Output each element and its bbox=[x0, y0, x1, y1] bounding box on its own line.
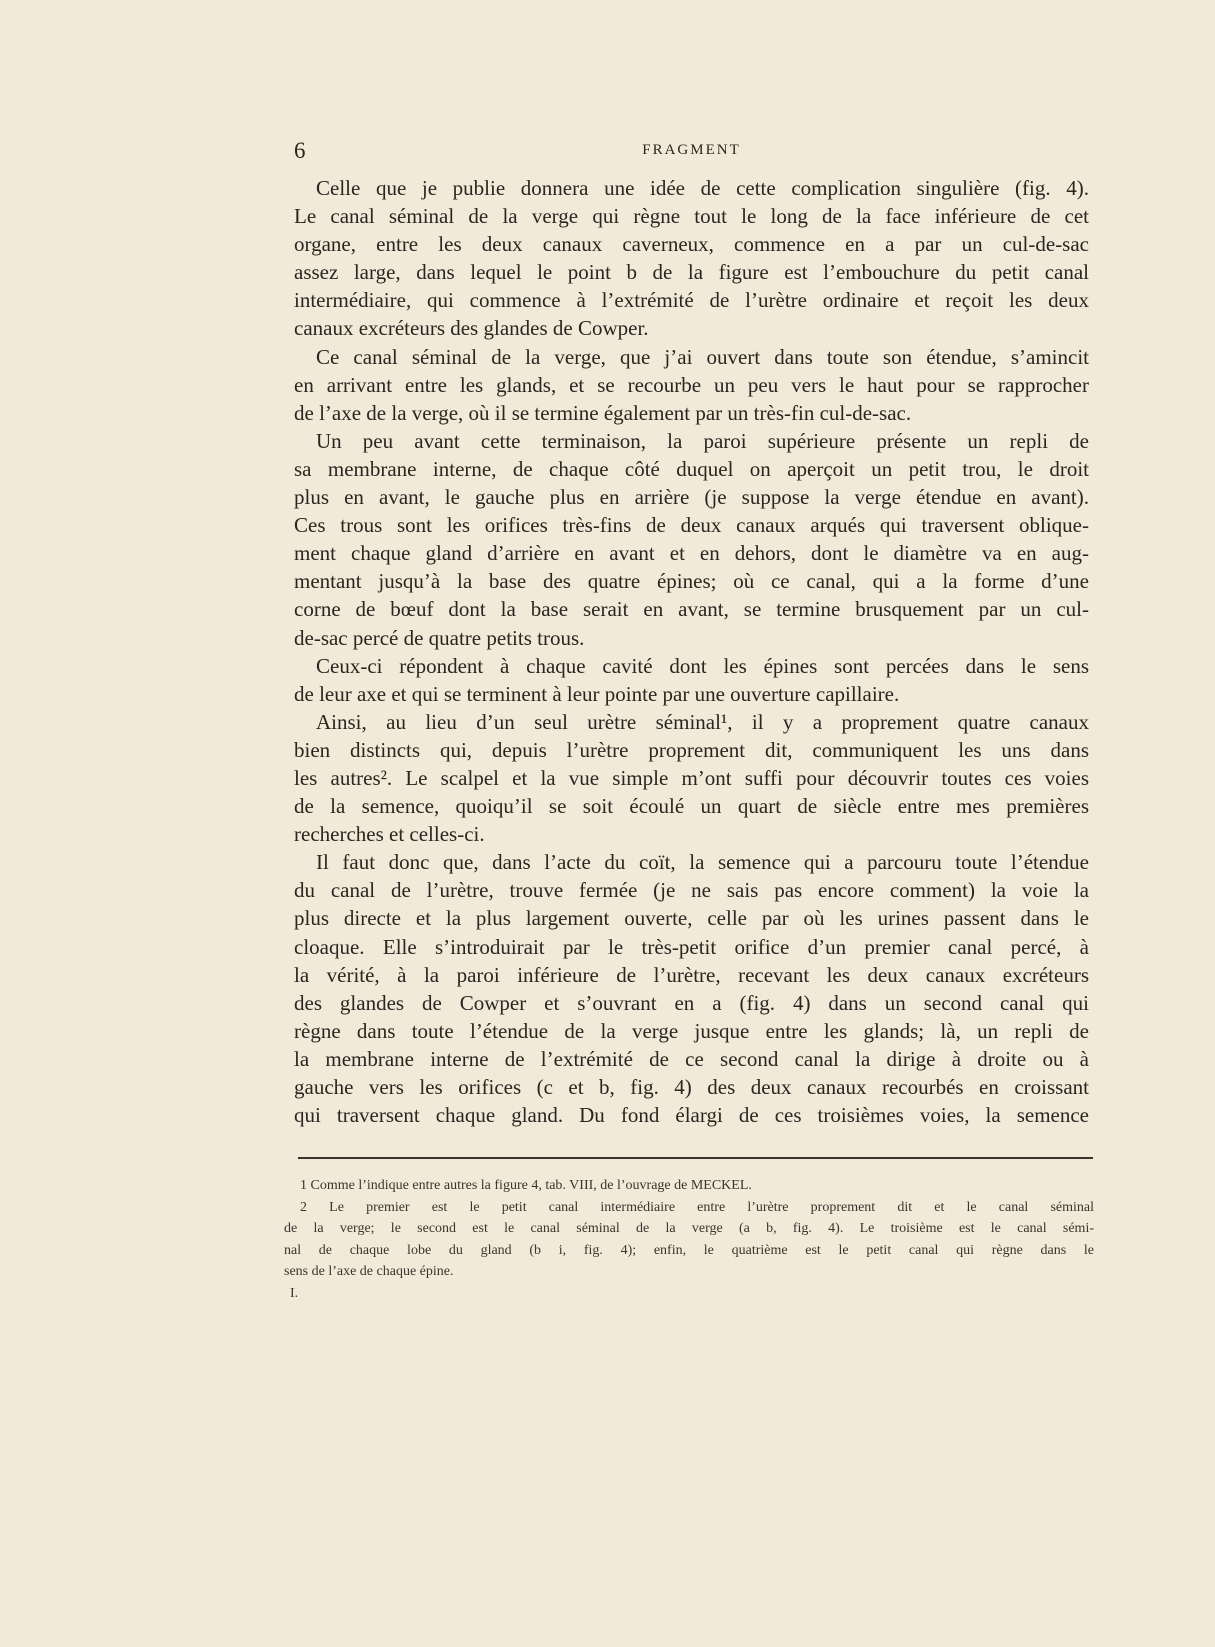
body-line: assez large, dans lequel le point b de la figure est l’embouchure du petit canal bbox=[294, 260, 1089, 285]
body-line: intermédiaire, qui commence à l’extrémité de l’urètre ordinaire et reçoit les deux bbox=[294, 288, 1089, 313]
running-title: FRAGMENT bbox=[642, 142, 741, 158]
body-line: mentant jusqu’à la base des quatre épines; où ce canal, qui a la forme d’une bbox=[294, 569, 1089, 594]
body-line: organe, entre les deux canaux caverneux, commence en a par un cul-de-sac bbox=[294, 232, 1089, 257]
page-header bbox=[294, 138, 1089, 168]
footnote-line: 1 Comme l’indique entre autres la figure 4, tab. VIII, de l’ouvrage de MECKEL. bbox=[300, 1178, 752, 1193]
body-line: qui traversent chaque gland. Du fond élargi de ces troisièmes voies, la semence bbox=[294, 1103, 1089, 1128]
body-line: Un peu avant cette terminaison, la paroi supérieure présente un repli de bbox=[316, 428, 1089, 453]
body-line: Ceux-ci répondent à chaque cavité dont les épines sont percées dans le sens bbox=[316, 653, 1089, 678]
body-line: plus en avant, le gauche plus en arrière (je suppose la verge étendue en avant). bbox=[294, 485, 1089, 510]
body-line: canaux excréteurs des glandes de Cowper. bbox=[294, 316, 649, 341]
body-line: Il faut donc que, dans l’acte du coït, la semence qui a parcouru toute l’étendue bbox=[316, 850, 1089, 875]
body-line: de leur axe et qui se terminent à leur pointe par une ouverture capillaire. bbox=[294, 681, 900, 706]
body-line: recherches et celles-ci. bbox=[294, 822, 485, 847]
body-line: les autres². Le scalpel et la vue simple m’ont suffi pour découvrir toutes ces voies bbox=[294, 765, 1089, 790]
body-line: du canal de l’urètre, trouve fermée (je ne sais pas encore comment) la voie la bbox=[294, 878, 1089, 903]
footnote-line: de la verge; le second est le canal séminal de la verge (a b, fig. 4). Le troisième est le canal sémi- bbox=[284, 1221, 1094, 1236]
footnote-line: sens de l’axe de chaque épine. bbox=[284, 1264, 454, 1279]
body-line: plus directe et la plus largement ouverte, celle par où les urines passent dans le bbox=[294, 906, 1089, 931]
body-line: Ces trous sont les orifices très-fins de deux canaux arqués qui traversent oblique- bbox=[294, 513, 1089, 538]
body-text bbox=[294, 174, 1089, 1129]
body-line: corne de bœuf dont la base serait en avant, se termine brusquement par un cul- bbox=[294, 597, 1089, 622]
footnotes bbox=[284, 1175, 1094, 1304]
body-line: la membrane interne de l’extrémité de ce second canal la dirige à droite ou à bbox=[294, 1046, 1089, 1071]
footnote-line: 2 Le premier est le petit canal intermédiaire entre l’urètre proprement dit et le canal séminal bbox=[300, 1199, 1094, 1215]
footnote-divider bbox=[298, 1157, 1093, 1159]
body-line: Ce canal séminal de la verge, que j’ai ouvert dans toute son étendue, s’amincit bbox=[316, 344, 1089, 369]
body-line: en arrivant entre les glands, et se recourbe un peu vers le haut pour se rapprocher bbox=[294, 372, 1089, 397]
body-line: de la semence, quoiqu’il se soit écoulé un quart de siècle entre mes premières bbox=[294, 794, 1089, 819]
body-line: Celle que je publie donnera une idée de cette complication singulière (fig. 4). bbox=[316, 176, 1089, 200]
signature-mark: I. bbox=[290, 1285, 299, 1301]
body-line: de l’axe de la verge, où il se termine également par un très-fin cul-de-sac. bbox=[294, 400, 912, 425]
body-line: de-sac percé de quatre petits trous. bbox=[294, 625, 585, 650]
page-number: 6 bbox=[294, 138, 306, 163]
body-line: sa membrane interne, de chaque côté duquel on aperçoit un petit trou, le droit bbox=[294, 456, 1089, 481]
body-line: ment chaque gland d’arrière en avant et en dehors, dont le diamètre va en aug- bbox=[294, 541, 1089, 566]
body-line: des glandes de Cowper et s’ouvrant en a (fig. 4) dans un second canal qui bbox=[294, 990, 1089, 1015]
body-line: bien distincts qui, depuis l’urètre proprement dit, communiquent les uns dans bbox=[294, 737, 1089, 762]
footnote-line: nal de chaque lobe du gland (b i, fig. 4); enfin, le quatrième est le petit canal qui règne dans le bbox=[284, 1242, 1094, 1258]
body-line: cloaque. Elle s’introduirait par le très-petit orifice d’un premier canal percé, à bbox=[294, 934, 1089, 959]
body-line: gauche vers les orifices (c et b, fig. 4) des deux canaux recourbés en croissant bbox=[294, 1075, 1089, 1099]
body-line: règne dans toute l’étendue de la verge jusque entre les glands; là, un repli de bbox=[294, 1018, 1089, 1043]
body-line: Le canal séminal de la verge qui règne tout le long de la face inférieure de cet bbox=[294, 204, 1089, 229]
body-line: la vérité, à la paroi inférieure de l’urètre, recevant les deux canaux excréteurs bbox=[294, 962, 1089, 987]
body-line: Ainsi, au lieu d’un seul urètre séminal¹, il y a proprement quatre canaux bbox=[316, 709, 1089, 734]
